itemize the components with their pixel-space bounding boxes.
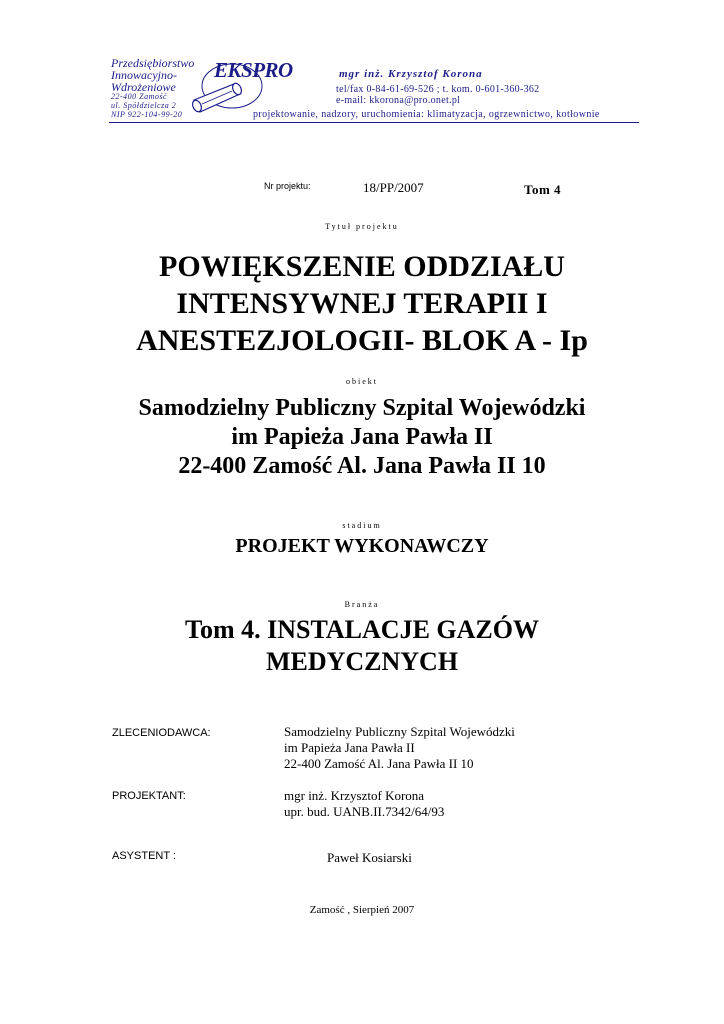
stage-caption: stadium: [342, 521, 382, 530]
project-number-label: Nr projektu:: [264, 181, 311, 191]
services-line: projektowanie, nadzory, uruchomienia: klimatyzacja, ogrzewnictwo, kotłownie: [253, 109, 600, 120]
title-caption: Tytuł projektu: [325, 222, 399, 231]
designer-label: PROJEKTANT:: [112, 790, 186, 802]
place-date: Zamość , Sierpień 2007: [309, 904, 415, 916]
branch-line-2: MEDYCZNYCH: [265, 647, 459, 676]
assistant-name: Paweł Kosiarski: [327, 850, 412, 865]
designer-details: [284, 788, 444, 820]
client-details: [284, 724, 515, 772]
company-name-line-2: Innowacyjno-: [111, 68, 177, 82]
project-title: [0, 248, 724, 359]
object-name: [0, 394, 724, 481]
email-line: e-mail: kkorona@pro.onet.pl: [336, 95, 461, 106]
company-name-line-3: Wdrożeniowe: [111, 80, 176, 94]
object-line-2: im Papieża Jana Pawła II: [231, 424, 493, 450]
client-line-2: im Papieża Jana Pawła II: [284, 740, 415, 755]
company-address-line-3: NIP 922-104-99-20: [111, 110, 183, 119]
client-line-3: 22-400 Zamość Al. Jana Pawła II 10: [284, 756, 474, 771]
company-name-line-1: Przedsiębiorstwo: [111, 56, 195, 70]
header-rule: [109, 122, 639, 123]
volume-number: Tom 4: [524, 182, 562, 197]
phone-line: tel/fax 0-84-61-69-526 ; t. kom. 0-601-360-362: [336, 84, 540, 95]
object-caption: obiekt: [346, 377, 378, 386]
project-title-line-1: POWIĘKSZENIE ODDZIAŁU: [159, 250, 565, 283]
project-title-line-3: ANESTEZJOLOGII- BLOK A - Ip: [136, 324, 588, 357]
project-stage: PROJEKT WYKONAWCZY: [235, 535, 489, 557]
branch-title: [0, 614, 724, 678]
branch-caption: Branża: [344, 600, 380, 609]
project-number-value: 18/PP/2007: [363, 180, 424, 195]
company-address-line-1: 22-400 Zamość: [111, 92, 168, 101]
designer-license: upr. bud. UANB.II.7342/64/93: [284, 804, 445, 819]
assistant-label: ASYSTENT :: [112, 850, 176, 862]
company-address-line-2: ul. Spółdzielcza 2: [111, 101, 177, 110]
logo-text: EKSPRO: [214, 58, 293, 82]
client-label: ZLECENIODAWCA:: [112, 727, 211, 739]
object-line-1: Samodzielny Publiczny Szpital Wojewódzki: [138, 395, 586, 421]
author-name: mgr inż. Krzysztof Korona: [339, 68, 483, 80]
project-title-line-2: INTENSYWNEJ TERAPII I: [176, 287, 548, 320]
object-line-3: 22-400 Zamość Al. Jana Pawła II 10: [178, 453, 546, 479]
designer-name: mgr inż. Krzysztof Korona: [284, 788, 425, 803]
client-line-1: Samodzielny Publiczny Szpital Wojewódzki: [284, 724, 515, 739]
branch-line-1: Tom 4. INSTALACJE GAZÓW: [185, 615, 539, 644]
